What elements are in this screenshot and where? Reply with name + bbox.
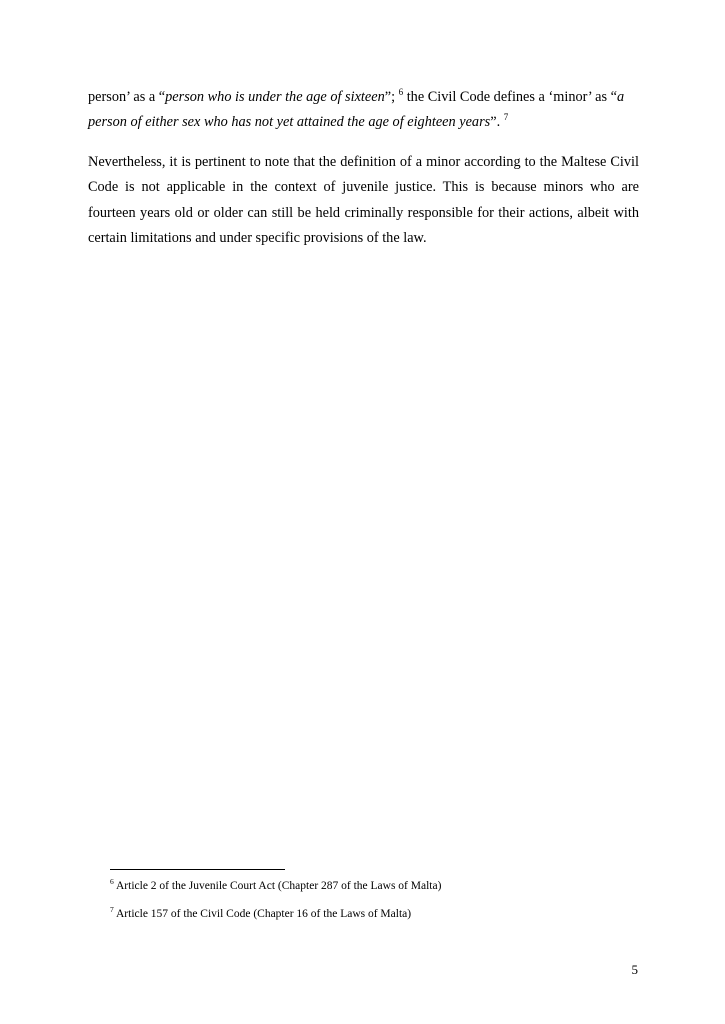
- footnote: [110, 907, 411, 922]
- paragraph-text: the Civil Code defines a ‘minor’ as “: [403, 89, 618, 105]
- footnote-number: 6: [110, 877, 114, 887]
- footnote-reference[interactable]: 7: [503, 112, 509, 123]
- body-paragraph-2: Nevertheless, it is pertinent to note that the definition of a minor according to the Maltese Civil Code is not applicable in the context of juvenile justice. This is because minors who are fourteen years old or older can still be held criminally responsible for their actions, albeit with certain limitations and under specific provisions of the law.: [88, 154, 639, 246]
- paragraph-text: ”;: [384, 89, 399, 105]
- body-paragraph-1: [88, 85, 639, 136]
- footnote-separator: [110, 869, 285, 870]
- quoted-definition: person who is under the age of sixteen: [165, 89, 385, 105]
- page-number: 5: [631, 962, 638, 977]
- footnote-reference[interactable]: 6: [398, 87, 404, 98]
- paragraph-text: person’ as a “: [88, 89, 166, 105]
- footnote-text: Article 157 of the Civil Code (Chapter 16 of the Laws of Malta): [113, 908, 412, 920]
- footnote-number: 7: [110, 905, 114, 915]
- footnote: [110, 879, 441, 894]
- footnote-text: Article 2 of the Juvenile Court Act (Chapter 287 of the Laws of Malta): [113, 880, 442, 892]
- paragraph-text: ”.: [490, 114, 504, 131]
- quoted-definition: a person of either sex who has not yet attained the age of eighteen years: [88, 89, 625, 131]
